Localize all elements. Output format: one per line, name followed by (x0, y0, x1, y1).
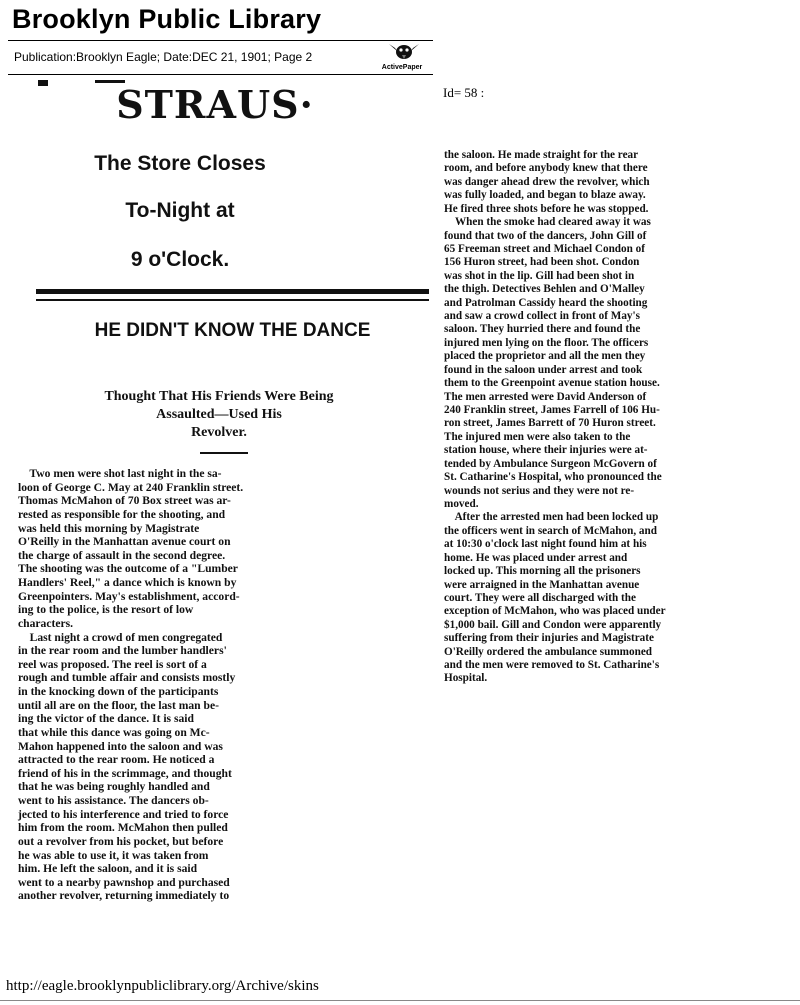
ad-line-3: 9 o'Clock. (130, 248, 230, 271)
activepaper-label: ActivePaper (381, 64, 423, 71)
article-line: station house, where their injuries were at- (444, 444, 648, 457)
article-line: Thomas McMahon of 70 Box street was ar- (18, 494, 231, 508)
article-line: Last night a crowd of men congregated (18, 630, 223, 644)
article-line: St. Catharine's Hospital, who pronounced the (444, 471, 662, 484)
archive-url: http://eagle.brooklynpubliclibrary.org/Archive/skins (6, 978, 319, 994)
publication-line: Publication:Brooklyn Eagle; Date:DEC 21, 1901; Page 2 (14, 50, 313, 64)
article-column-left (18, 467, 430, 903)
article-line: wounds not serius and they were not re- (444, 484, 635, 497)
article-line: 65 Freeman street and Michael Condon of (444, 242, 645, 255)
article-line: The men arrested were David Anderson of (444, 390, 647, 403)
article-line: attracted to the rear room. He noticed a (18, 753, 215, 767)
article-line: reel was proposed. The reel is sort of a (18, 657, 207, 671)
article-line: characters. (18, 616, 74, 630)
subhead-dash (200, 452, 248, 454)
article-line: the saloon. He made straight for the rear (444, 149, 639, 161)
article-line: The injured men were also taken to the (444, 430, 631, 443)
article-line: locked up. This morning all the prisoners (444, 565, 641, 578)
article-line: friend of his in the scrimmage, and thought (18, 766, 232, 780)
subhead-line: Revolver. (191, 425, 247, 440)
article-line: and saw a crowd collect in front of May's (444, 310, 640, 323)
article-line: home. He was placed under arrest and (444, 551, 628, 564)
activepaper-bird-icon (371, 40, 433, 66)
ad-brand: STRAUS· (116, 82, 314, 127)
article-line: Hospital. (444, 672, 488, 685)
article-line: O'Reilly in the Manhattan avenue court on (18, 535, 231, 549)
article-line: ing the victor of the dance. It is said (18, 712, 194, 726)
article-line: ron street, James Barrett of 70 Huron street. (444, 417, 656, 430)
logo-rule (8, 74, 433, 75)
ad-line-2: To-Night at (125, 199, 235, 222)
article-line: was fully loaded, and began to blaze away. (444, 189, 646, 202)
article-line: and Patrolman Cassidy heard the shooting (444, 296, 648, 309)
article-line: found in the saloon under arrest and took (444, 363, 643, 376)
article-line: 240 Franklin street, James Farrell of 106 Hu- (444, 404, 660, 417)
article-line: room, and before anybody knew that there (444, 162, 648, 175)
article-line: and the men were removed to St. Catharine's (444, 659, 660, 672)
subhead-line: Thought That His Friends Were Being (104, 389, 334, 404)
article-line: went to a nearby pawnshop and purchased (18, 875, 230, 889)
article-line: was held this morning by Magistrate (18, 521, 200, 535)
bottom-rule (0, 1000, 800, 1001)
article-line: placed the proprietor and all the men they (444, 350, 646, 363)
article-line: in the rear room and the lumber handlers' (18, 644, 227, 658)
article-line: were arraigned in the Manhattan avenue (444, 578, 640, 591)
article-line: $1,000 bail. Gill and Condon were apparently (444, 618, 662, 631)
library-title: Brooklyn Public Library (12, 4, 322, 34)
article-line: the charge of assault in the second degree. (18, 548, 226, 562)
id-label: Id= 58 : (443, 85, 485, 100)
article-line: He fired three shots before he was stopped. (444, 202, 649, 215)
article-line: The shooting was the outcome of a "Lumber (18, 562, 238, 576)
article-line: rested as responsible for the shooting, and (18, 507, 226, 521)
article-line: moved. (444, 497, 479, 510)
article-line: the officers went in search of McMahon, and (444, 524, 657, 537)
article-line: he was able to use it, it was taken from (18, 848, 209, 862)
header-rule (8, 40, 433, 41)
article-line: O'Reilly ordered the ambulance summoned (444, 645, 653, 658)
article-line: found that two of the dancers, John Gill of (444, 229, 647, 242)
article-line: at 10:30 o'clock last night found him at his (444, 538, 647, 551)
article-line: Two men were shot last night in the sa- (18, 467, 222, 480)
article-line: 156 Huron street, had been shot. Condon (444, 256, 640, 269)
divider-thick (36, 289, 429, 294)
article-line: saloon. They hurried there and found the (444, 323, 641, 336)
subhead-line: Assaulted—Used His (156, 407, 282, 422)
ad-line-1: The Store Closes (94, 152, 266, 175)
article-line: was shot in the lip. Gill had been shot in (444, 269, 635, 282)
article-line: court. They were all discharged with the (444, 591, 636, 604)
article-line: Mahon happened into the saloon and was (18, 739, 223, 753)
article-line: him. He left the saloon, and it is said (18, 862, 198, 876)
article-line: tended by Ambulance Surgeon McGovern of (444, 457, 657, 470)
article-line: another revolver, returning immediately to (18, 889, 230, 903)
article-line: exception of McMahon, who was placed under (444, 605, 666, 618)
article-line: him from the room. McMahon then pulled (18, 821, 228, 835)
article-column-right (444, 149, 784, 686)
article-line: was danger ahead drew the revolver, which (444, 175, 650, 188)
article-line: went to his assistance. The dancers ob- (18, 794, 209, 807)
article-line: out a revolver from his pocket, but before (18, 834, 224, 848)
article-line: After the arrested men had been locked up (444, 511, 659, 524)
article-line: until all are on the floor, the last man be- (18, 698, 219, 712)
article-line: that he was being roughly handled and (18, 780, 210, 794)
article-line: rough and tumble affair and consists mostly (18, 671, 236, 685)
article-line: ing to the police, is the resort of low (18, 603, 194, 617)
activepaper-logo (371, 40, 433, 76)
article-line: them to the Greenpoint avenue station house. (444, 377, 660, 390)
article-line: loon of George C. May at 240 Franklin street. (18, 480, 244, 494)
article-line: that while this dance was going on Mc- (18, 725, 210, 739)
article-line: Greenpointers. May's establishment, accord- (18, 589, 240, 603)
article-line: When the smoke had cleared away it was (444, 216, 651, 229)
divider-thin (36, 299, 429, 301)
article-line: suffering from their injuries and Magistrate (444, 632, 654, 645)
article-subhead (14, 388, 424, 442)
article-headline: HE DIDN'T KNOW THE DANCE (94, 320, 371, 341)
article-line: Handlers' Reel," a dance which is known by (18, 576, 237, 589)
article-line: injured men lying on the floor. The officers (444, 336, 649, 349)
article-line: in the knocking down of the participants (18, 685, 219, 698)
article-line: the thigh. Detectives Behlen and O'Malley (444, 283, 645, 296)
article-line: jected to his interference and tried to force (18, 807, 229, 821)
